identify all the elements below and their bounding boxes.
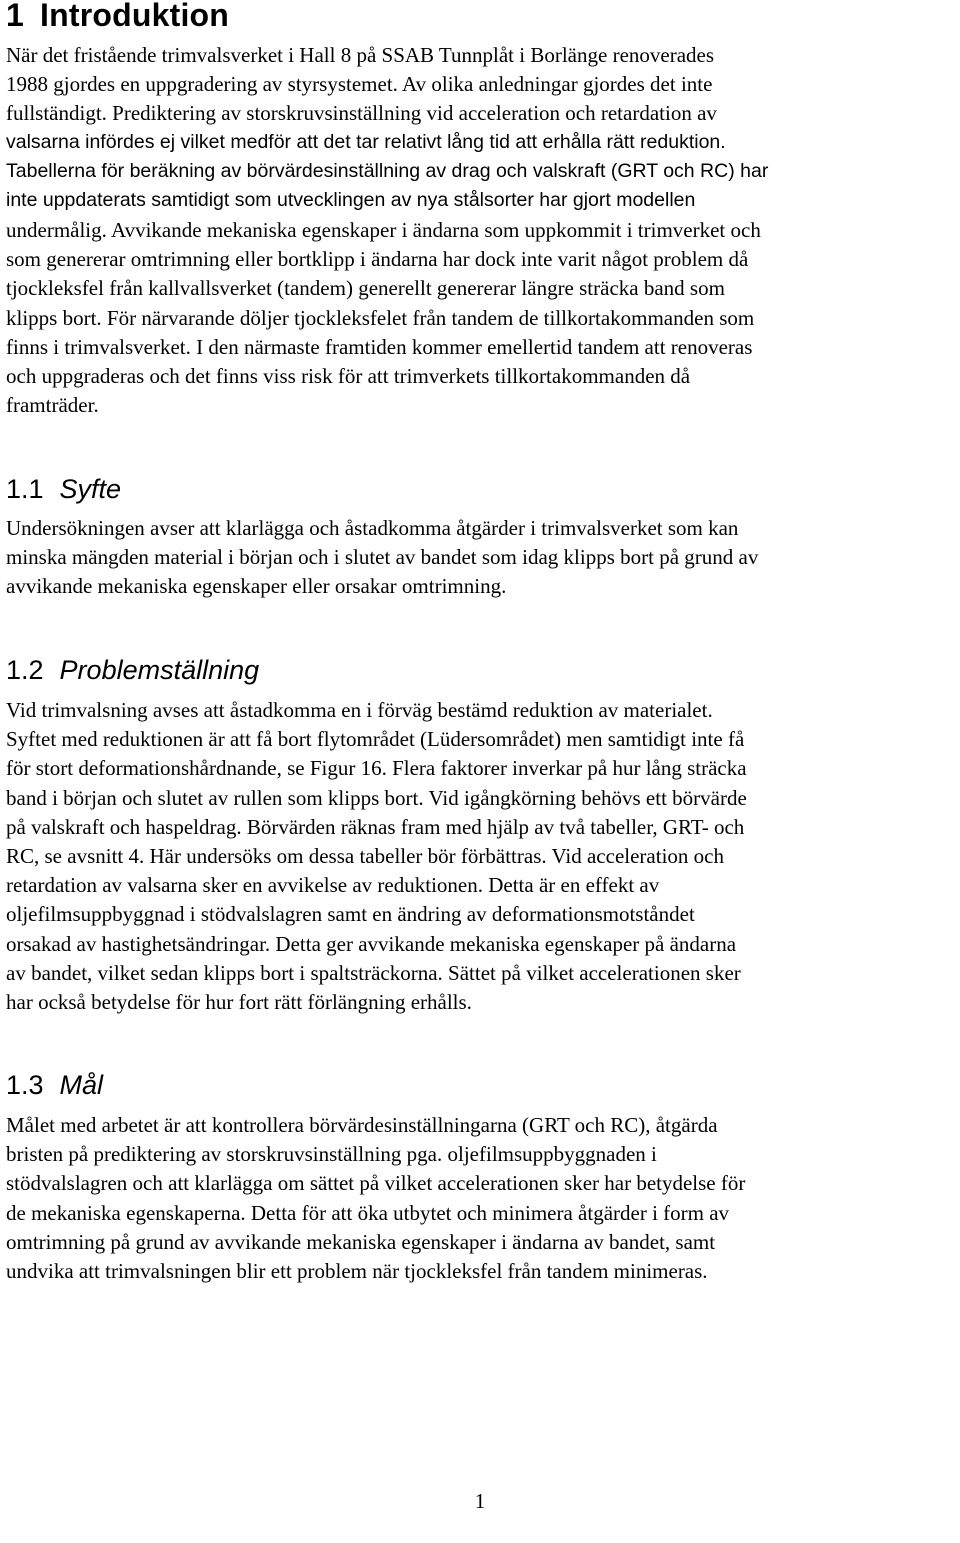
syfte-paragraph <box>6 514 954 602</box>
text-line: har också betydelse för hur fort rätt förlängning erhålls. <box>6 990 472 1015</box>
section-title: Problemställning <box>59 655 260 685</box>
intro-paragraph-c <box>6 216 954 420</box>
text-line: valsarna infördes ej vilket medför att det tar relativt lång tid att erhålla rätt reduktion. <box>6 131 726 153</box>
text-line: finns i trimvalsverket. I den närmaste framtiden kommer emellertid tandem att renoveras <box>6 334 753 359</box>
text-line: på valskraft och haspeldrag. Börvärden räknas fram med hjälp av två tabeller, GRT- och <box>6 814 745 839</box>
section-title: Mål <box>59 1070 104 1100</box>
text-line: undvika att trimvalsningen blir ett problem när tjockleksfel från tandem minimeras. <box>6 1259 708 1284</box>
text-line: minska mängden material i början och i slutet av bandet som idag klipps bort på grund av <box>6 545 759 570</box>
intro-paragraph-b <box>6 128 954 216</box>
text-line: som genererar omtrimning eller bortklipp i ändarna har dock inte varit något problem då <box>6 247 749 272</box>
text-line: 1988 gjordes en uppgradering av styrsystemet. Av olika anledningar gjordes det inte <box>6 72 713 97</box>
section-number: 1.3 <box>6 1070 44 1100</box>
text-line: Tabellerna för beräkning av börvärdesinställning av drag och valskraft (GRT och RC) har <box>6 160 769 183</box>
text-line: inte uppdaterats samtidigt som utvecklingen av nya stålsorter har gjort modellen <box>6 189 696 212</box>
section-heading-syfte <box>6 474 121 505</box>
problemstallning-paragraph <box>6 696 954 1017</box>
text-line: omtrimning på grund av avvikande mekaniska egenskaper i ändarna av bandet, samt <box>6 1229 716 1254</box>
text-line: avvikande mekaniska egenskaper eller orsakar omtrimning. <box>6 574 507 599</box>
section-heading-introduktion <box>6 0 229 34</box>
text-line: Vid trimvalsning avses att åstadkomma en i förväg bestämd reduktion av materialet. <box>6 698 713 722</box>
text-line: retardation av valsarna sker en avvikelse av reduktionen. Detta är en effekt av <box>6 873 660 898</box>
section-title: Introduktion <box>40 0 230 33</box>
text-line: oljefilmsuppbyggnad i stödvalslagren samt en ändring av deformationsmotståndet <box>6 902 695 927</box>
text-line: stödvalslagren och att klarlägga om sättet på vilket accelerationen sker har betydelse för <box>6 1171 746 1196</box>
section-number: 1.2 <box>6 655 44 685</box>
text-line: fullständigt. Prediktering av storskruvsinställning vid acceleration och retardation av <box>6 101 717 126</box>
section-title: Syfte <box>59 474 122 504</box>
text-line: klipps bort. För närvarande döljer tjockleksfelet från tandem de tillkortakommanden som <box>6 305 755 330</box>
text-line: och uppgraderas och det finns viss risk för att trimverkets tillkortakommanden då <box>6 364 691 389</box>
text-line: RC, se avsnitt 4. Här undersöks om dessa tabeller bör förbättras. Vid acceleration och <box>6 844 724 869</box>
text-line: bristen på prediktering av storskruvsinställning pga. oljefilmsuppbyggnaden i <box>6 1142 657 1167</box>
text-line: Undersökningen avser att klarlägga och åstadkomma åtgärder i trimvalsverket som kan <box>6 516 739 540</box>
text-line: framträder. <box>6 393 99 418</box>
section-number: 1.1 <box>6 474 44 504</box>
text-line: band i början och slutet av rullen som klipps bort. Vid igångkörning behövs ett börvärde <box>6 785 747 810</box>
text-line: de mekaniska egenskaperna. Detta för att öka utbytet och minimera åtgärder i form av <box>6 1200 730 1225</box>
section-heading-problemstallning <box>6 655 259 686</box>
text-line: Målet med arbetet är att kontrollera börvärdesinställningarna (GRT och RC), åtgärda <box>6 1113 718 1137</box>
page-number: 1 <box>474 1489 486 1513</box>
text-line: undermålig. Avvikande mekaniska egenskaper i ändarna som uppkommit i trimverket och <box>6 218 761 242</box>
intro-paragraph-a <box>6 41 954 129</box>
text-line: När det fristående trimvalsverket i Hall 8 på SSAB Tunnplåt i Borlänge renoverades <box>6 43 715 67</box>
text-line: Syftet med reduktionen är att få bort flytområdet (Lüdersområdet) men samtidigt inte få <box>6 727 745 752</box>
text-line: för stort deformationshårdnande, se Figur 16. Flera faktorer inverkar på hur lång sträcka <box>6 756 747 781</box>
section-number: 1 <box>6 0 24 33</box>
text-line: av bandet, vilket sedan klipps bort i spaltsträckorna. Sättet på vilket accelerationen sker <box>6 960 741 985</box>
mal-paragraph <box>6 1111 954 1286</box>
text-line: orsakad av hastighetsändringar. Detta ger avvikande mekaniska egenskaper på ändarna <box>6 931 737 956</box>
text-line: tjockleksfel från kallvallsverket (tandem) generellt genererar längre sträcka band som <box>6 276 725 301</box>
section-heading-mal <box>6 1070 103 1101</box>
